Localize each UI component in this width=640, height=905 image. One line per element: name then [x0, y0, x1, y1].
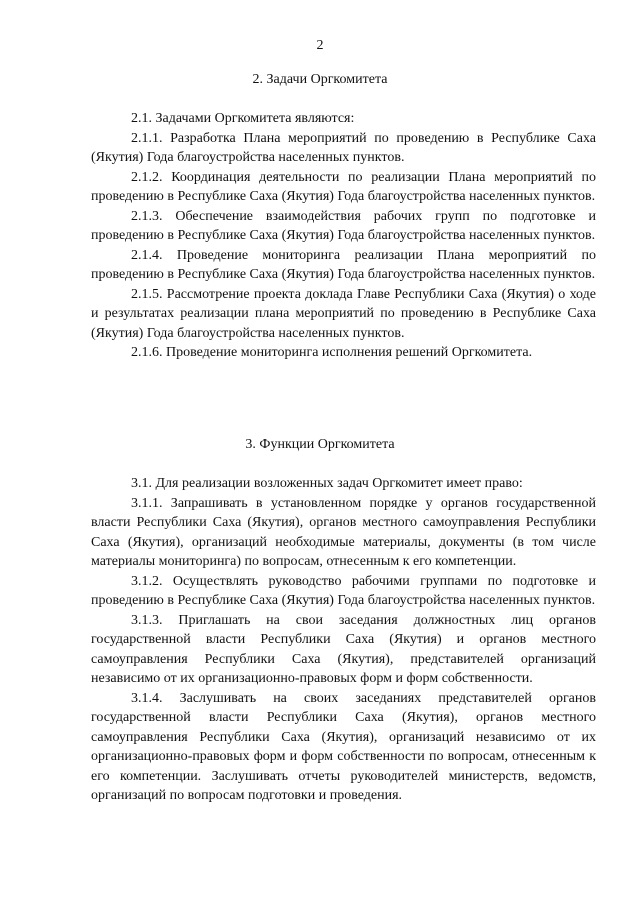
page-number: 2 [316, 38, 324, 53]
paragraph-2-1-3: 2.1.3. Обеспечение взаимодействия рабочих групп по подготовке и проведению в Республике Саха (Якутия) Года благоустройства населенных пунктов. [91, 208, 596, 243]
paragraph-2-1-2: 2.1.2. Координация деятельности по реализации Плана мероприятий по проведению в Республике Саха (Якутия) Года благоустройства населенных пунктов. [91, 169, 596, 204]
paragraph-2-1: 2.1. Задачами Оргкомитета являются: [131, 111, 355, 126]
paragraph-3-1-3: 3.1.3. Приглашать на свои заседания должностных лиц органов государственной власти Республики Саха (Якутия) и органов местного самоуправления Республики Саха (Якутия), представителей организаций независимо от их организационно-правовых форм и форм собственности. [91, 612, 596, 686]
section-3-heading: 3. Функции Оргкомитета [245, 437, 395, 452]
paragraph-3-1-2: 3.1.2. Осуществлять руководство рабочими группами по подготовке и проведению в Республике Саха (Якутия) Года благоустройства населенных пунктов. [91, 573, 596, 608]
section-2-body [91, 109, 596, 363]
paragraph-3-1-1: 3.1.1. Запрашивать в установленном порядке у органов государственной власти Республики Саха (Якутия), органов местного самоуправления Республики Саха (Якутия), организаций необходимые материалы, документы (в том числе материалы мониторинга) по вопросам, отнесенным к его компетенции. [91, 495, 596, 569]
paragraph-2-1-6: 2.1.6. Проведение мониторинга исполнения решений Оргкомитета. [131, 345, 533, 360]
paragraph-3-1-4: 3.1.4. Заслушивать на своих заседаниях представителей органов государственной власти Республики Саха (Якутия), органов местного самоуправления Республики Саха (Якутия), организаций независимо от их организационно-правовых форм и форм собственности по вопросам, отнесенным к его компетенции. Заслушивать отчеты руководителей министерств, ведомств, организаций по вопросам подготовки и проведения. [91, 690, 596, 803]
paragraph-2-1-5: 2.1.5. Рассмотрение проекта доклада Главе Республики Саха (Якутия) о ходе и результатах реализации плана мероприятий по проведению в Республике Саха (Якутия) Года благоустройства населенных пунктов. [91, 286, 596, 341]
paragraph-3-1: 3.1. Для реализации возложенных задач Оргкомитет имеет право: [131, 476, 523, 491]
section-2-heading: 2. Задачи Оргкомитета [252, 72, 388, 87]
paragraph-2-1-1: 2.1.1. Разработка Плана мероприятий по проведению в Республике Саха (Якутия) Года благоустройства населенных пунктов. [91, 130, 596, 165]
paragraph-2-1-4: 2.1.4. Проведение мониторинга реализации Плана мероприятий по проведению в Республике Саха (Якутия) Года благоустройства населенных пунктов. [91, 247, 596, 282]
section-3-body [91, 474, 596, 806]
